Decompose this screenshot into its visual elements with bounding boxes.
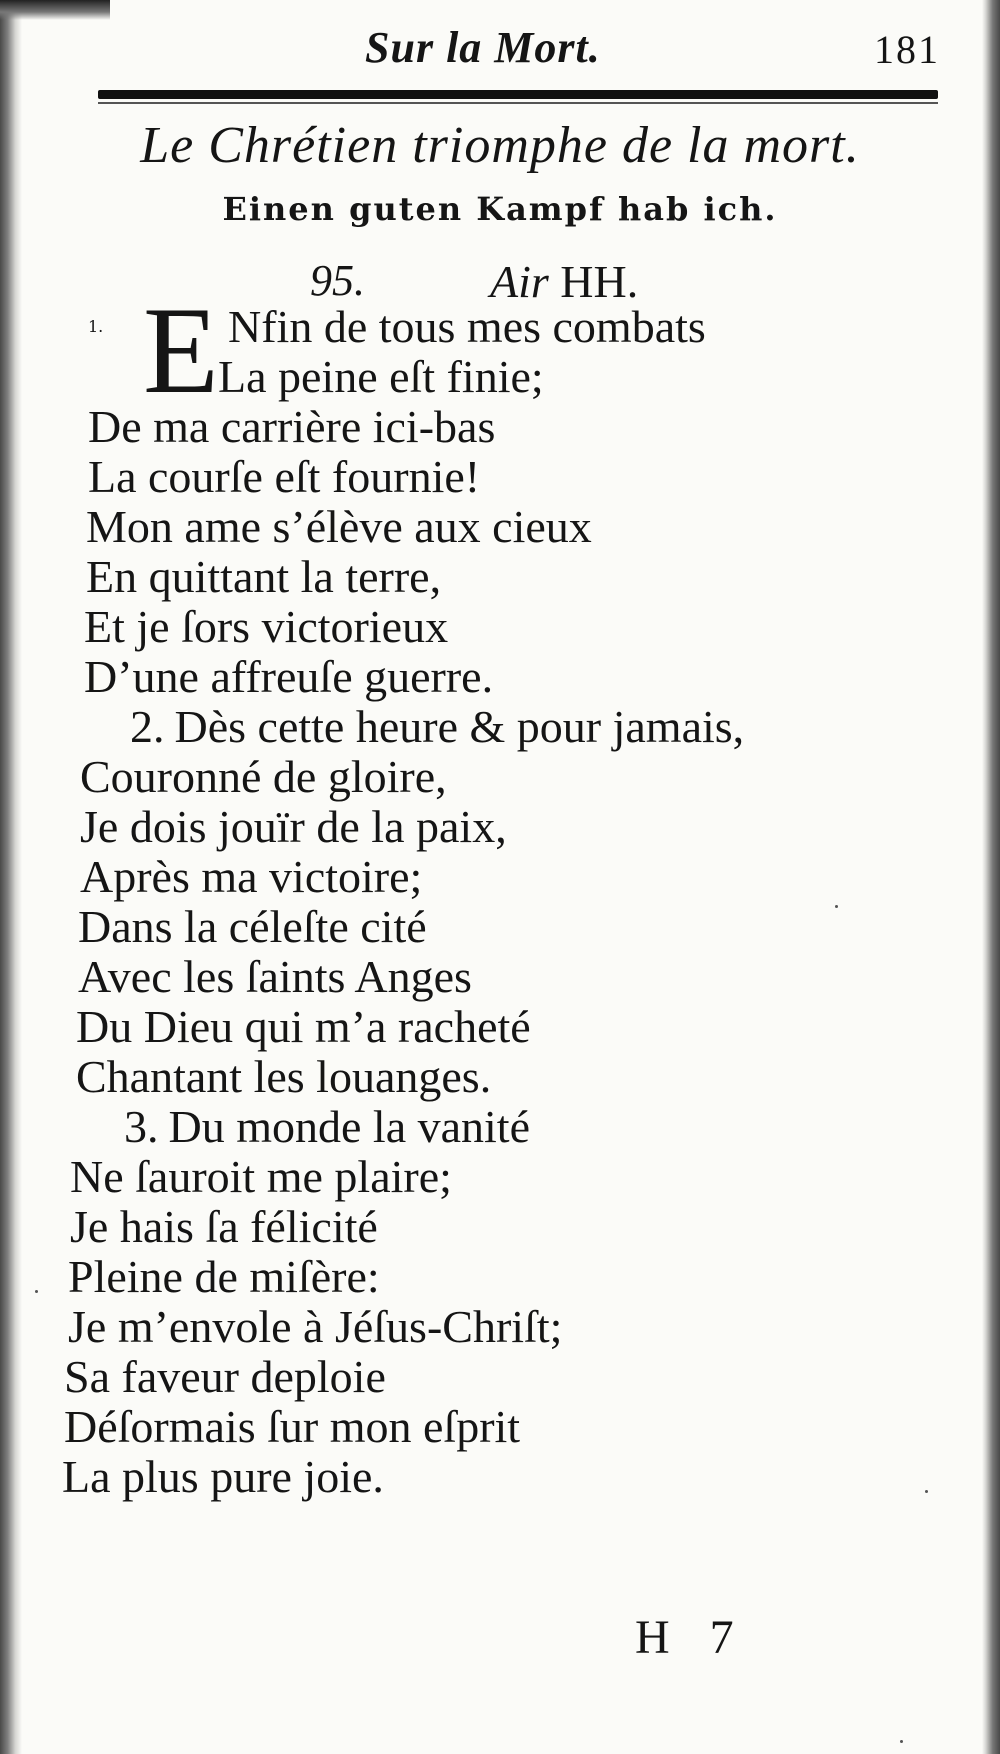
hymn-number: 95. xyxy=(310,256,365,305)
verse-line: En quittant la terre, xyxy=(86,551,442,602)
stanza-number: 1. xyxy=(88,317,104,336)
verse-line: Et je ſors victorieux xyxy=(84,601,449,652)
scan-speck xyxy=(900,1740,903,1743)
scan-speck xyxy=(835,905,838,908)
verse-line: Couronné de gloire, xyxy=(80,751,447,802)
verse-first-line: Du monde la vanité xyxy=(168,1101,531,1152)
verse-line: La plus pure joie. xyxy=(62,1451,384,1502)
verse-line: Mon ame s’élève aux cieux xyxy=(86,501,592,552)
catchword: H 7 xyxy=(635,1611,748,1664)
hymn-title: Le Chrétien triomphe de la mort. xyxy=(140,117,860,174)
scan-speck xyxy=(925,1490,928,1493)
header-rule xyxy=(98,90,938,99)
verse-line: La peine eſt finie; xyxy=(218,351,544,402)
air-code: HH. xyxy=(560,256,639,307)
drop-cap: E xyxy=(143,282,219,419)
scan-edge-corner xyxy=(0,0,110,20)
air-word: Air xyxy=(490,256,549,307)
verse-line xyxy=(124,1100,530,1154)
verse-line: Chantant les louanges. xyxy=(76,1051,492,1102)
stanza-number: 2. xyxy=(130,701,165,752)
verse-first-line: Dès cette heure & pour jamais, xyxy=(174,701,745,752)
verse-line: Je dois jouïr de la paix, xyxy=(80,801,507,852)
verse-line: Nfin de tous mes combats xyxy=(228,301,706,352)
verse-line: Je hais ſa félicité xyxy=(70,1201,378,1252)
page-header xyxy=(100,18,940,78)
verse-line: Dans la céleſte cité xyxy=(78,901,427,952)
verse-line: Du Dieu qui m’a racheté xyxy=(76,1001,531,1052)
verse-line: Après ma victoire; xyxy=(80,851,423,902)
tune-name: Einen guten Kampf hab ich. xyxy=(222,190,778,228)
verse-line: D’une affreuſe guerre. xyxy=(84,651,494,702)
verse-line xyxy=(130,700,744,754)
verse-line: Déſormais ſur mon eſprit xyxy=(64,1401,521,1452)
page-number: 181 xyxy=(874,27,940,72)
running-title: Sur la Mort. xyxy=(365,23,601,72)
scan-edge-left xyxy=(0,0,22,1754)
verse-line: Avec les ſaints Anges xyxy=(78,951,472,1002)
verse-line: Pleine de miſère: xyxy=(68,1251,380,1302)
stanza-number: 3. xyxy=(124,1101,159,1152)
verse-line: Ne ſauroit me plaire; xyxy=(70,1151,452,1202)
verse-line: La courſe eſt fournie! xyxy=(88,451,481,502)
verse-line: Sa faveur deploie xyxy=(64,1351,386,1402)
header-rule-thin xyxy=(98,102,938,104)
scan-speck xyxy=(35,1290,38,1293)
verse-line: De ma carrière ici-bas xyxy=(88,401,496,452)
scan-edge-right xyxy=(982,0,1000,1754)
verse-line: Je m’envole à Jéſus-Chriſt; xyxy=(68,1301,563,1352)
